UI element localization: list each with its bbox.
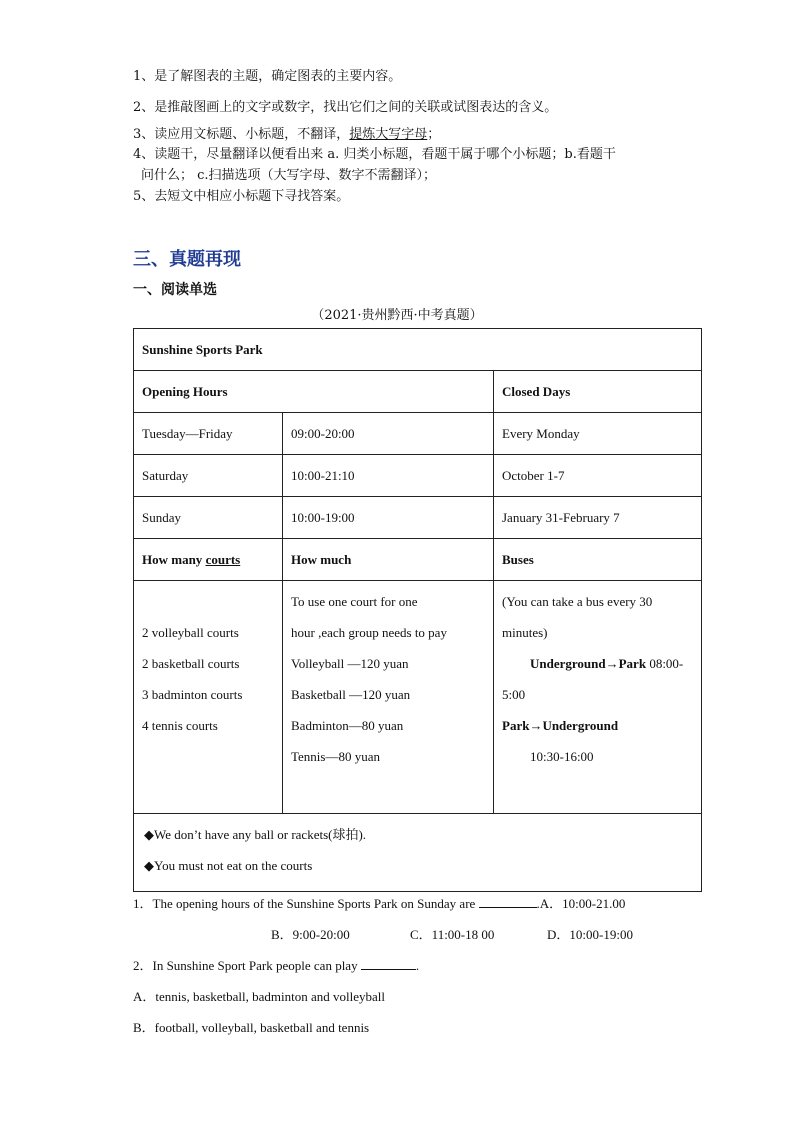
step-1: 1、是了解图表的主题，确定图表的主要内容。	[133, 69, 402, 84]
closed-days-header: Closed Days	[494, 371, 702, 413]
step-4: 4、读题干，尽量翻译以便看出来 a. 归类小标题，看题干属于哪个小标题；b.看题干	[133, 147, 616, 162]
courts-header	[134, 539, 283, 581]
court-item: 2 volleyball courts	[142, 625, 239, 640]
question-1-option-c: C．11:00-18 00	[410, 927, 495, 942]
question-2-end: .	[415, 958, 420, 973]
day-cell: Saturday	[134, 455, 283, 497]
bus-note: (You can take a bus every 30	[502, 594, 653, 609]
bus-route-1	[502, 648, 693, 679]
courts-header-prefix: How many	[142, 551, 206, 567]
notes-cell	[134, 814, 702, 892]
section-subtitle: 一、阅读单选	[133, 282, 217, 298]
source-label: （2021·贵州黔西·中考真题）	[311, 308, 483, 323]
bus-route-1-time: 08:00-	[646, 656, 684, 671]
bus-route-1-time-end: 5:00	[502, 687, 526, 702]
time-cell: 10:00-19:00	[283, 497, 494, 539]
court-item: 4 tennis courts	[142, 718, 218, 733]
question-1	[133, 893, 625, 912]
section-title: 三、真题再现	[133, 249, 241, 270]
step-3-text: 3、读应用文标题、小标题，不翻译，	[133, 127, 350, 142]
step-3-end: ；	[427, 127, 441, 142]
question-2-text: 2．In Sunshine Sport Park people can play	[133, 958, 361, 973]
courts-header-word: courts	[205, 551, 241, 567]
closed-cell: October 1-7	[494, 455, 702, 497]
question-1-option-d: D．10:00-19:00	[547, 927, 633, 942]
time-cell: 10:00-21:10	[283, 455, 494, 497]
prices-cell	[283, 581, 494, 814]
price-line: hour ,each group needs to pay	[291, 625, 447, 640]
answer-blank	[361, 957, 416, 970]
court-item: 3 badminton courts	[142, 687, 243, 702]
table-row	[134, 539, 702, 581]
closed-cell: Every Monday	[494, 413, 702, 455]
opening-hours-header: Opening Hours	[134, 371, 494, 413]
question-1-option-b: B．9:00-20:00	[271, 927, 350, 942]
question-1-option-a: .A．10:00-21.00	[536, 896, 626, 911]
table-row	[134, 371, 702, 413]
price-line: Badminton—80 yuan	[291, 718, 404, 733]
step-3-underlined: 提炼大写字母	[349, 127, 428, 142]
bus-note-cont: minutes)	[502, 625, 548, 640]
step-3	[133, 128, 440, 141]
price-line: Volleyball —120 yuan	[291, 656, 409, 671]
park-title: Sunshine Sports Park	[134, 329, 702, 371]
buses-header: Buses	[494, 539, 702, 581]
question-1-text: 1．The opening hours of the Sunshine Sports Park on Sunday are	[133, 896, 479, 911]
question-2	[133, 955, 419, 974]
note-line: ◆We don’t have any ball or rackets(球拍).	[144, 827, 367, 842]
table-row	[134, 413, 702, 455]
courts-cell	[134, 581, 283, 814]
day-cell: Sunday	[134, 497, 283, 539]
bus-route-2-label: Park→Underground	[502, 718, 619, 733]
answer-blank	[479, 895, 537, 908]
sports-park-table	[133, 328, 702, 892]
table-row	[134, 497, 702, 539]
day-cell: Tuesday—Friday	[134, 413, 283, 455]
bus-route-1-label: Underground→Park	[530, 656, 647, 671]
step-5: 5、去短文中相应小标题下寻找答案。	[133, 189, 350, 204]
table-row	[134, 581, 702, 814]
time-cell: 09:00-20:00	[283, 413, 494, 455]
step-2: 2、是推敲图画上的文字或数字，找出它们之间的关联或试图表达的含义。	[133, 100, 558, 115]
buses-cell	[494, 581, 702, 814]
table-row	[134, 814, 702, 892]
bus-route-2-time: 10:30-16:00	[530, 749, 594, 764]
price-line: To use one court for one	[291, 594, 418, 609]
price-line: Basketball —120 yuan	[291, 687, 411, 702]
question-2-option-a: A．tennis, basketball, badminton and volleyball	[133, 989, 386, 1004]
table-row	[134, 329, 702, 371]
step-4-cont: 问什么； c.扫描选项（大写字母、数字不需翻译）；	[141, 168, 437, 183]
price-line: Tennis—80 yuan	[291, 749, 380, 764]
note-line: ◆You must not eat on the courts	[144, 858, 313, 873]
question-2-option-b: B．football, volleyball, basketball and tennis	[133, 1020, 370, 1035]
how-much-header: How much	[283, 539, 494, 581]
court-item: 2 basketball courts	[142, 656, 240, 671]
table-row	[134, 455, 702, 497]
closed-cell: January 31-February 7	[494, 497, 702, 539]
